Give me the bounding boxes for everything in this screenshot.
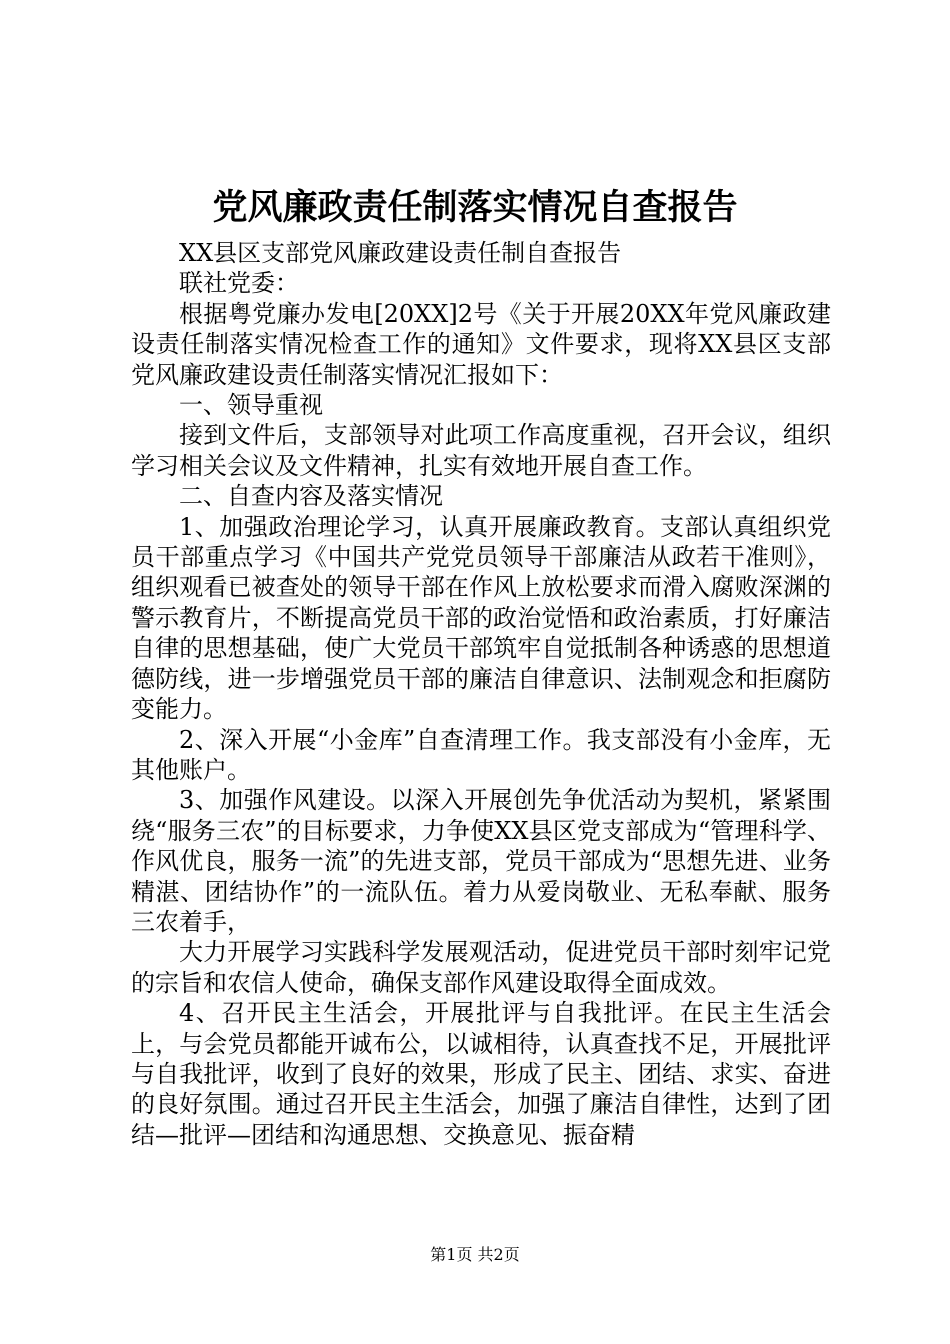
document-body [131,238,831,1150]
salutation-paragraph: 联社党委： [179,269,299,298]
intro-paragraph: 根据粤党廉办发电[20XX]2号《关于开展20XX年党风廉政建设责任制落实情况检查工作的通知》文件要求，现将XX县区支部党风廉政建设责任制落实情况汇报如下： [131,299,831,389]
section-heading-2: 二、自查内容及落实情况 [179,482,443,511]
page-number-footer: 第1页 共2页 [430,1245,520,1264]
item-2-paragraph: 2、深入开展“小金库”自查清理工作。我支部没有小金库，无其他账户。 [131,725,831,784]
item-1-paragraph: 1、加强政治理论学习，认真开展廉政教育。支部认真组织党员干部重点学习《中国共产党党员领导干部廉洁从政若干准则》，组织观看已被查处的领导干部在作风上放松要求而滑入腐败深渊的警示教育片，不断提高党员干部的政治觉悟和政治素质，打好廉洁自律的思想基础，使广大党员干部筑牢自觉抵制各种诱惑的思想道德防线，进一步增强党员干部的廉洁自律意识、法制观念和拒腐防变能力。 [131,512,831,724]
section-1-paragraph: 接到文件后，支部领导对此项工作高度重视，召开会议，组织学习相关会议及文件精神，扎实有效地开展自查工作。 [131,421,831,480]
item-3-continued-paragraph: 大力开展学习实践科学发展观活动，促进党员干部时刻牢记党的宗旨和农信人使命，确保支部作风建设取得全面成效。 [131,938,831,997]
section-heading-1: 一、领导重视 [179,391,323,420]
item-4-paragraph: 4、召开民主生活会，开展批评与自我批评。在民主生活会上，与会党员都能开诚布公，以诚相待，认真查找不足，开展批评与自我批评，收到了良好的效果，形成了民主、团结、求实、奋进的良好氛围。通过召开民主生活会，加强了廉洁自律性，达到了团结—批评—团结和沟通思想、交换意见、振奋精 [131,999,831,1149]
page-title: 党风廉政责任制落实情况自查报告 [212,187,738,228]
item-3-paragraph: 3、加强作风建设。以深入开展创先争优活动为契机，紧紧围绕“服务三农”的目标要求，力争使XX县区党支部成为“管理科学、作风优良，服务一流”的先进支部，党员干部成为“思想先进、业务精湛、团结协作”的一流队伍。着力从爱岗敬业、无私奉献、服务三农着手， [131,786,831,936]
subtitle-paragraph: XX县区支部党风廉政建设责任制自查报告 [179,239,622,267]
